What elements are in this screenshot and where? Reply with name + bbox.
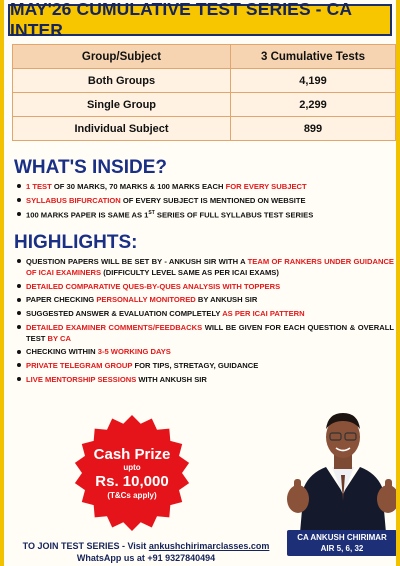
list-item: CHECKING WITHIN 3-5 WORKING DAYS — [16, 346, 394, 357]
table-row — [13, 93, 396, 117]
cash-prize-badge — [72, 413, 192, 533]
highlights-list — [16, 256, 394, 387]
list-item: DETAILED COMPARATIVE QUES-BY-QUES ANALYSIS WITH TOPPERS — [16, 281, 394, 292]
page-title: MAY'26 CUMULATIVE TEST SERIES - CA INTER — [10, 0, 352, 40]
table-header-row — [13, 45, 396, 69]
presenter-name-tag — [287, 530, 397, 556]
list-item: SYLLABUS BIFURCATION OF EVERY SUBJECT IS MENTIONED ON WEBSITE — [16, 195, 394, 206]
whats-inside-list — [16, 181, 394, 223]
list-item: LIVE MENTORSHIP SESSIONS WITH ANKUSH SIR — [16, 374, 394, 385]
list-item: 100 MARKS PAPER IS SAME AS 1ST SERIES OF FULL SYLLABUS TEST SERIES — [16, 208, 394, 221]
list-item: PRIVATE TELEGRAM GROUP FOR TIPS, STRETAGY, GUIDANCE — [16, 360, 394, 371]
table-cell-price: 899 — [231, 117, 396, 141]
table-cell-price: 2,299 — [231, 93, 396, 117]
website-link[interactable]: ankushchirimarclasses.com — [148, 541, 270, 551]
list-item: 1 TEST OF 30 MARKS, 70 MARKS & 100 MARKS EACH FOR EVERY SUBJECT — [16, 181, 394, 192]
table-header: 3 Cumulative Tests — [231, 45, 396, 69]
table-row — [13, 117, 396, 141]
badge-title: Cash Prize — [93, 445, 171, 463]
table-cell-price: 4,199 — [231, 69, 396, 93]
presenter-rank: AIR 5, 6, 32 — [320, 544, 364, 553]
badge-amount: Rs. 10,000 — [95, 472, 169, 490]
title-bar — [8, 0, 392, 40]
table-cell-subject: Single Group — [13, 93, 231, 117]
table-header: Group/Subject — [13, 45, 231, 69]
list-item: QUESTION PAPERS WILL BE SET BY - ANKUSH SIR WITH A TEAM OF RANKERS UNDER GUIDANCE OF ICAI EXAMINERS (DIFFICULTY LEVEL SAME AS PER ICAI EXAMS) — [16, 256, 394, 278]
footer-contact — [8, 540, 284, 564]
badge-upto: upto — [123, 462, 141, 472]
list-item: SUGGESTED ANSWER & EVALUATION COMPLETELY AS PER ICAI PATTERN — [16, 308, 394, 319]
table-cell-subject: Both Groups — [13, 69, 231, 93]
price-table — [12, 44, 396, 141]
footer-line-website: TO JOIN TEST SERIES - Visit ankushchirimarclasses.com — [22, 541, 270, 551]
footer-whatsapp[interactable]: WhatsApp us at +91 9327840494 — [76, 553, 216, 563]
presenter-photo-icon — [286, 395, 400, 533]
list-item: DETAILED EXAMINER COMMENTS/FEEDBACKS WILL BE GIVEN FOR EACH QUESTION & OVERALL TEST BY CA — [16, 322, 394, 344]
presenter-name: CA ANKUSH CHIRIMAR — [297, 533, 387, 542]
badge-terms: (T&Cs apply) — [107, 490, 157, 500]
table-cell-subject: Individual Subject — [13, 117, 231, 141]
whats-inside-heading: WHAT'S INSIDE? — [14, 157, 167, 178]
table-row — [13, 69, 396, 93]
highlights-heading: HIGHLIGHTS: — [14, 232, 138, 253]
list-item: PAPER CHECKING PERSONALLY MONITORED BY ANKUSH SIR — [16, 294, 394, 305]
